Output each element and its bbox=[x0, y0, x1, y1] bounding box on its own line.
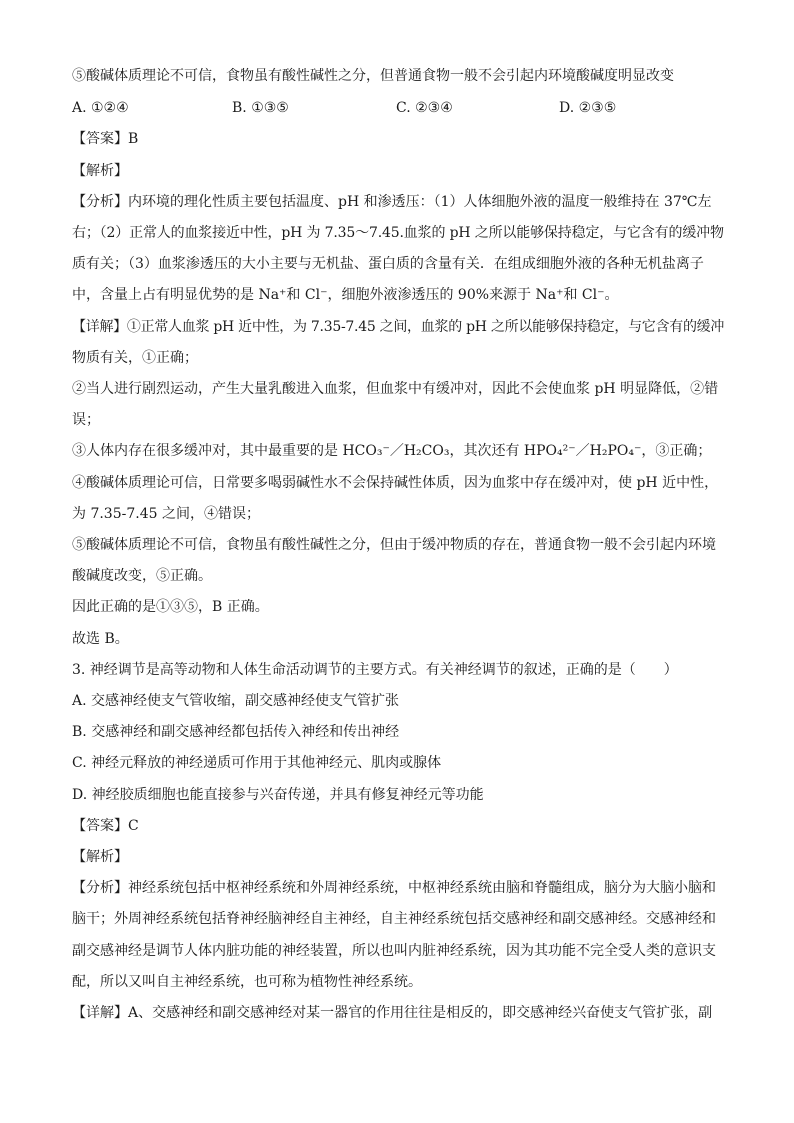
q2-detail-line: ②当人进行剧烈运动，产生大量乳酸进入血浆，但血浆中有缓冲对，因此不会使血浆 pH 明显降低，②错 bbox=[72, 381, 719, 397]
q3-stem: 3. 神经调节是高等动物和人体生命活动调节的主要方式。有关神经调节的叙述，正确的是（ ） bbox=[72, 662, 678, 678]
q2-detail-line: 物质有关，①正确； bbox=[72, 350, 198, 366]
q3-option-c: C. 神经元释放的神经递质可作用于其他神经元、肌肉或腺体 bbox=[72, 755, 442, 771]
q3-analysis-line: 【分析】神经系统包括中枢神经系统和外周神经系统，中枢神经系统由脑和脊髓组成，脑分为大脑小脑和 bbox=[72, 880, 716, 896]
q2-detail-line: ③人体内存在很多缓冲对，其中最重要的是 HCO₃⁻／H₂CO₃，其次还有 HPO₄²⁻／H₂PO₄⁻，③正确； bbox=[72, 443, 712, 459]
q2-analysis-line: 中，含量上占有明显优势的是 Na⁺和 Cl⁻，细胞外液渗透压的 90%来源于 Na⁺和 Cl⁻。 bbox=[72, 287, 619, 303]
q2-conclusion: 因此正确的是①③⑤，B 正确。 bbox=[72, 599, 269, 615]
q2-detail-line: ④酸碱体质理论可信，日常要多喝弱碱性水不会保持碱性体质，因为血浆中存在缓冲对，使 pH 近中性， bbox=[72, 475, 719, 491]
q3-option-b: B. 交感神经和副交感神经都包括传入神经和传出神经 bbox=[72, 724, 400, 740]
q2-detail-line: 酸碱度改变，⑤正确。 bbox=[72, 568, 212, 584]
q3-option-d: D. 神经胶质细胞也能直接参与兴奋传递，并具有修复神经元等功能 bbox=[72, 787, 484, 803]
q3-jiexi-heading: 【解析】 bbox=[72, 849, 128, 865]
q2-detail-line: 误； bbox=[72, 412, 100, 428]
q2-statement-5: ⑤酸碱体质理论不可信，食物虽有酸性碱性之分，但普通食物一般不会引起内环境酸碱度明显改变 bbox=[72, 68, 674, 84]
q3-analysis-line: 配，所以又叫自主神经系统，也可称为植物性神经系统。 bbox=[72, 974, 422, 990]
q2-detail-line: ⑤酸碱体质理论不可信，食物虽有酸性碱性之分，但由于缓冲物质的存在，普通食物一般不会引起内环境 bbox=[72, 537, 716, 553]
q3-answer: 【答案】C bbox=[72, 818, 139, 834]
q3-detail-line: 【详解】A、交感神经和副交感神经对某一器官的作用往往是相反的，即交感神经兴奋使支气管扩张，副 bbox=[72, 1005, 713, 1021]
q2-choice: 故选 B。 bbox=[72, 631, 129, 647]
q2-option-c: C. ②③④ bbox=[396, 100, 453, 116]
q3-option-a: A. 交感神经使支气管收缩，副交感神经使支气管扩张 bbox=[72, 693, 400, 709]
q2-answer: 【答案】B bbox=[72, 131, 139, 147]
q2-option-a: A. ①②④ bbox=[72, 100, 129, 116]
q2-analysis-line: 【分析】内环境的理化性质主要包括温度、pH 和渗透压：（1）人体细胞外液的温度一般维持在 37℃左 bbox=[72, 194, 712, 210]
q2-detail-line: 【详解】①正常人血浆 pH 近中性，为 7.35-7.45 之间，血浆的 pH 之所以能够保持稳定，与它含有的缓冲 bbox=[72, 319, 725, 335]
q2-jiexi-heading: 【解析】 bbox=[72, 163, 128, 179]
q2-detail-line: 为 7.35-7.45 之间，④错误； bbox=[72, 506, 260, 522]
q3-analysis-line: 脑干；外周神经系统包括脊神经脑神经自主神经，自主神经系统包括交感神经和副交感神经。交感神经和 bbox=[72, 911, 716, 927]
q2-analysis-line: 质有关；（3）血浆渗透压的大小主要与无机盐、蛋白质的含量有关．在组成细胞外液的各种无机盐离子 bbox=[72, 256, 704, 272]
q2-option-d: D. ②③⑤ bbox=[559, 100, 617, 116]
q2-analysis-line: 右；（2）正常人的血浆接近中性，pH 为 7.35～7.45.血浆的 pH 之所以能够保持稳定，与它含有的缓冲物 bbox=[72, 225, 724, 241]
q2-option-b: B. ①③⑤ bbox=[232, 100, 289, 116]
q3-analysis-line: 副交感神经是调节人体内脏功能的神经装置，所以也叫内脏神经系统，因为其功能不完全受人类的意识支 bbox=[72, 943, 716, 959]
